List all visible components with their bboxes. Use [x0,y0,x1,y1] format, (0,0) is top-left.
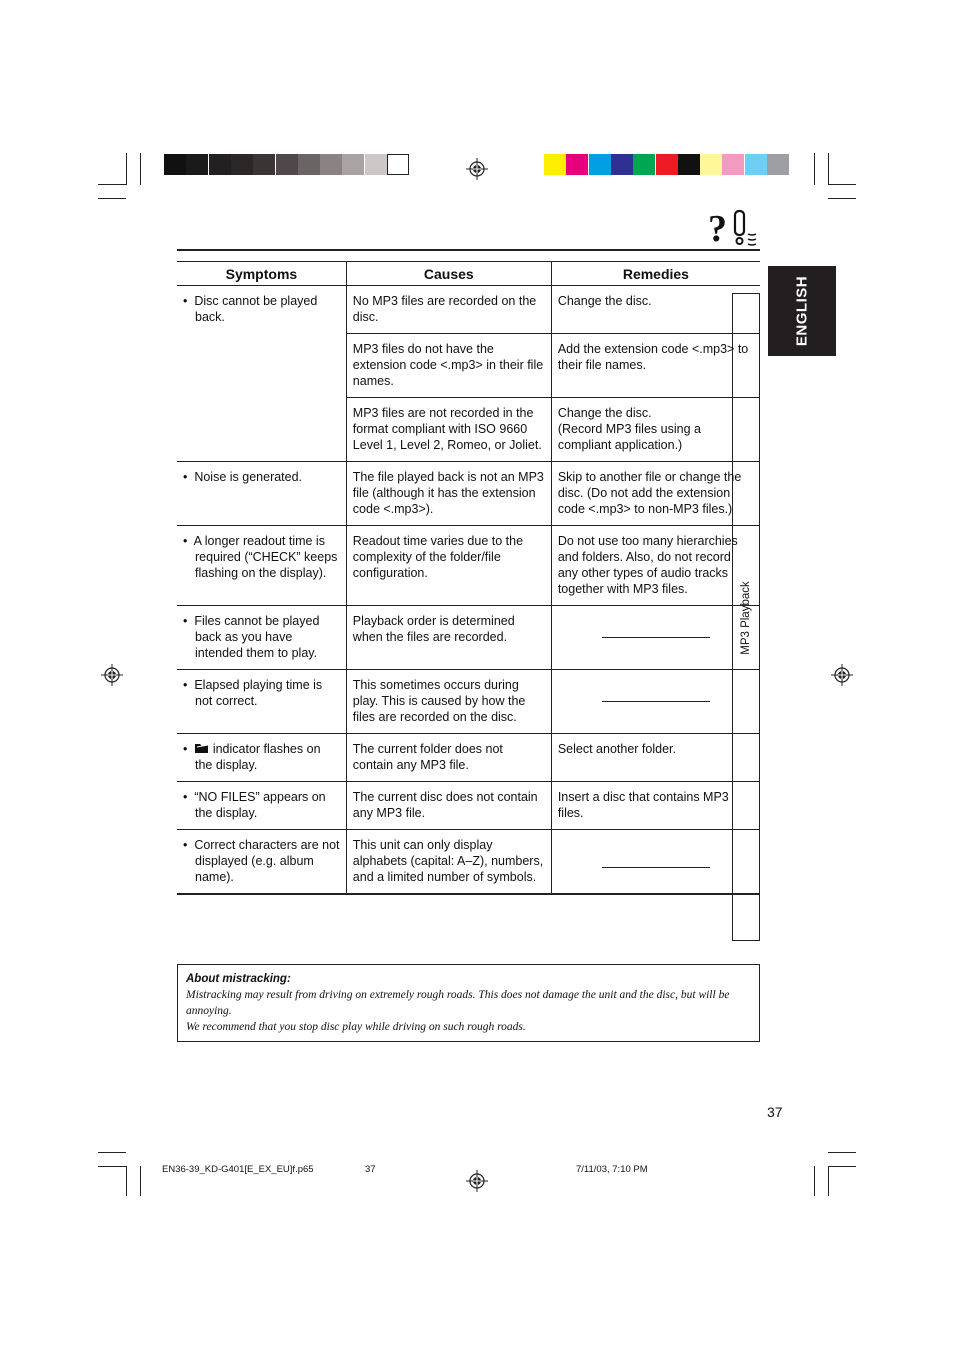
table-row [177,734,760,782]
color-swatch [656,154,678,175]
folder-icon [194,742,209,754]
crop-mark [98,198,126,199]
cause-cell: This unit can only display alphabets (capital: A–Z), numbers, and a limited number of symbols. [346,830,551,895]
side-label-text: MP3 Playback [740,581,752,655]
symptom-cell: • Elapsed playing time is not correct. [177,670,346,734]
color-swatch [209,154,231,175]
table-row [177,462,760,526]
crop-mark [828,1152,856,1153]
crop-mark [828,198,856,199]
crop-mark [828,1166,856,1167]
color-swatch [387,154,409,175]
color-swatch [320,154,342,175]
remedies-header: Remedies [551,262,760,286]
crop-mark [98,1166,126,1167]
color-swatch [745,154,767,175]
color-swatch [566,154,588,175]
troubleshooting-table [177,261,760,895]
table-row [177,670,760,734]
note-line-1: Mistracking may result from driving on extremely rough roads. This does not damage the unit and the disc, but will be annoying. [186,989,730,1017]
registration-mark-icon [466,1170,488,1192]
color-swatch [700,154,722,175]
remedy-cell: Skip to another file or change the disc. (Do not add the extension code <.mp3> to non-MP3 files.) [551,462,760,526]
table-row [177,526,760,606]
cause-cell: The current folder does not contain any MP3 file. [346,734,551,782]
english-tab-label: ENGLISH [793,275,811,347]
remedy-cell: Insert a disc that contains MP3 files. [551,782,760,830]
table-row [177,398,760,462]
crop-mark [98,184,126,185]
header-rule [177,249,760,251]
remedy-cell: Do not use too many hierarchies and folders. Also, do not record any other types of audio tracks together with MP3 files. [551,526,760,606]
crop-mark [814,153,815,185]
color-swatch [722,154,744,175]
crop-mark [828,153,829,185]
symptom-text: Elapsed playing time is not correct. [194,678,323,708]
remedy-cell [551,670,760,734]
remedy-cell [551,830,760,895]
color-swatch [611,154,633,175]
crop-mark [140,153,141,185]
causes-header: Causes [346,262,551,286]
svg-text:?: ? [708,208,727,246]
note-line-2: We recommend that you stop disc play while driving on such rough roads. [186,1021,526,1033]
symptom-text: indicator flashes on the display. [195,742,321,772]
empty-remedy-line [602,701,710,702]
table-row [177,286,760,334]
color-swatch [298,154,320,175]
symptoms-header: Symptoms [177,262,346,286]
color-swatch [164,154,186,175]
color-swatch [276,154,298,175]
symptom-cell: • indicator flashes on the display. [177,734,346,782]
empty-remedy-line [602,637,710,638]
cause-cell: Readout time varies due to the complexity of the folder/file configuration. [346,526,551,606]
symptom-text: A longer readout time is required (“CHECK” keeps flashing on the display). [193,534,338,580]
color-swatch [365,154,387,175]
color-swatch [767,154,789,175]
cause-cell: This sometimes occurs during play. This is caused by how the files are recorded on the disc. [346,670,551,734]
english-language-tab [768,266,836,356]
symptom-text: Files cannot be played back as you have intended them to play. [194,614,320,660]
registration-mark-icon [831,664,853,686]
registration-mark-icon [466,158,488,180]
footer-file-name: EN36-39_KD-G401[E_EX_EU]f.p65 [162,1164,314,1175]
color-swatch [678,154,700,175]
crop-mark [126,1166,127,1196]
table-row [177,606,760,670]
symptom-cell: • Correct characters are not displayed (e.g. album name). [177,830,346,895]
crop-mark [98,1152,126,1153]
remedy-cell: Add the extension code <.mp3> to their file names. [551,334,760,398]
crop-mark [828,184,856,185]
symptom-text: Disc cannot be played back. [194,294,318,324]
color-swatch [589,154,611,175]
cause-cell: MP3 files do not have the extension code <.mp3> in their file names. [346,334,551,398]
crop-mark [126,153,127,185]
help-question-icon [708,208,760,246]
symptom-cell: • “NO FILES” appears on the display. [177,782,346,830]
footer-page: 37 [365,1164,376,1175]
color-swatch [342,154,364,175]
symptom-cell [177,398,346,462]
symptom-cell: • Files cannot be played back as you have intended them to play. [177,606,346,670]
cause-cell: The current disc does not contain any MP3 file. [346,782,551,830]
symptom-text: Noise is generated. [194,470,303,484]
cause-cell: Playback order is determined when the files are recorded. [346,606,551,670]
symptom-text: Correct characters are not displayed (e.g. album name). [194,838,340,884]
registration-mark-icon [101,664,123,686]
table-header-row [177,262,760,286]
remedy-cell: Select another folder. [551,734,760,782]
color-swatch [253,154,275,175]
cause-cell: MP3 files are not recorded in the format compliant with ISO 9660 Level 1, Level 2, Romeo, or Joliet. [346,398,551,462]
color-swatch [544,154,566,175]
footer-date: 7/11/03, 7:10 PM [576,1164,648,1175]
crop-mark [140,1166,141,1196]
page-number: 37 [767,1104,783,1120]
remedy-cell [551,606,760,670]
empty-remedy-line [602,867,710,868]
cause-cell: The file played back is not an MP3 file (although it has the extension code <.mp3>). [346,462,551,526]
color-swatch [231,154,253,175]
color-swatch [633,154,655,175]
crop-mark [828,1166,829,1196]
table-row [177,334,760,398]
symptom-cell: • Disc cannot be played back. [177,286,346,334]
mistracking-note [177,964,760,1042]
symptom-cell: • Noise is generated. [177,462,346,526]
symptom-text: “NO FILES” appears on the display. [194,790,326,820]
symptom-cell [177,334,346,398]
remedy-cell: Change the disc. (Record MP3 files using a compliant application.) [551,398,760,462]
crop-mark [814,1166,815,1196]
color-swatch [186,154,208,175]
remedy-cell: Change the disc. [551,286,760,334]
table-row [177,782,760,830]
table-row [177,830,760,895]
symptom-cell: • A longer readout time is required (“CHECK” keeps flashing on the display). [177,526,346,606]
cause-cell: No MP3 files are recorded on the disc. [346,286,551,334]
note-title: About mistracking: [186,973,291,985]
